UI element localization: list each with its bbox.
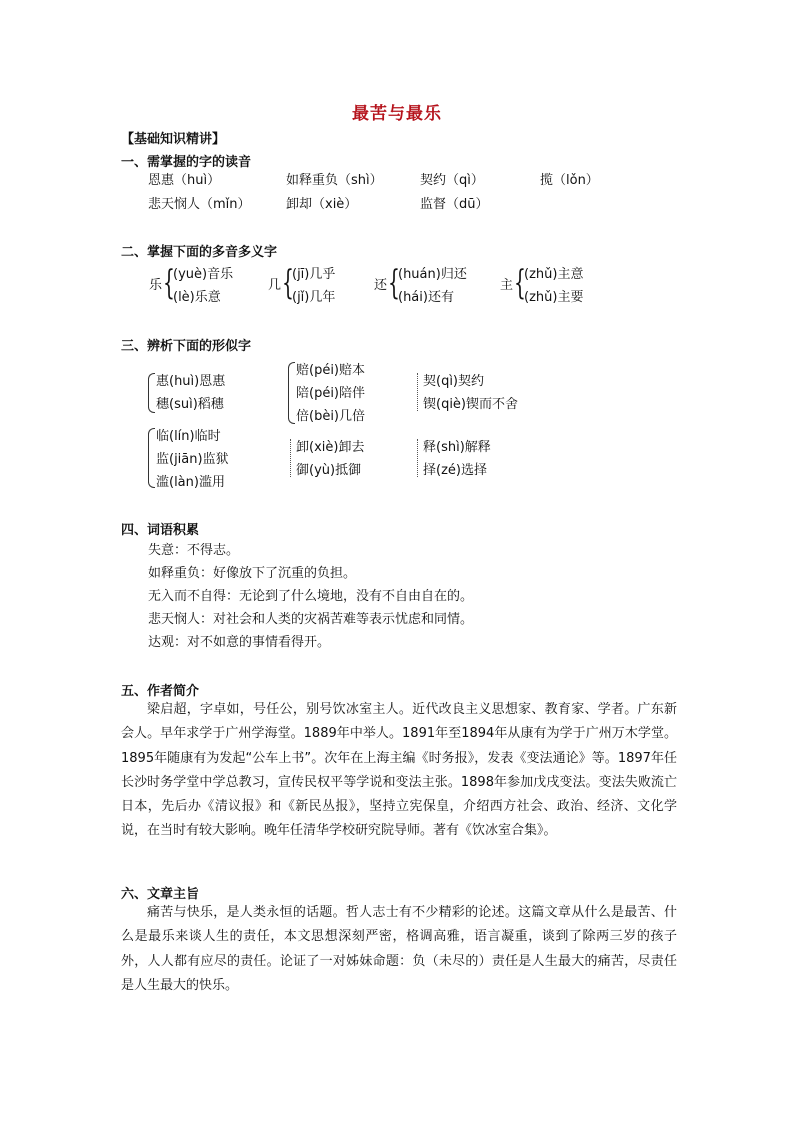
polyphone-char: 乐: [149, 278, 163, 293]
pinyin-item: 揽（lǒn）: [540, 173, 599, 188]
polyphone-reading: (zhǔ)主意: [524, 267, 584, 282]
similar-char: 惠(huì)恩惠: [156, 374, 226, 389]
similar-char: 卸(xiè)卸去: [296, 440, 365, 455]
polyphone-reading: (yuè)音乐: [173, 267, 234, 282]
section-label: 【基础知识精讲】: [121, 132, 226, 147]
pinyin-item: 恩惠（huì）: [148, 173, 221, 188]
pinyin-item: 悲天悯人（mǐn）: [148, 197, 251, 212]
similar-char: 契(qì)契约: [423, 374, 485, 389]
similar-char: 临(lín)临时: [156, 429, 221, 444]
pinyin-item: 如释重负（shì）: [286, 173, 383, 188]
similar-char: 择(zé)选择: [423, 463, 487, 478]
brace-icon: {: [514, 263, 526, 303]
polyphone-reading: (jī)几乎: [292, 267, 336, 282]
polyphone-reading: (jǐ)几年: [292, 290, 336, 305]
similar-char: 滥(làn)滥用: [156, 475, 225, 490]
similar-char: 御(yù)抵御: [296, 463, 362, 478]
similar-char: 赔(péi)赔本: [296, 363, 366, 378]
page-title: 最苦与最乐: [352, 104, 442, 124]
section-6-heading: 六、文章主旨: [121, 887, 200, 902]
bracket-icon: [288, 362, 295, 424]
similar-char: 穗(suì)稻穗: [156, 397, 224, 412]
vocab-line: 达观：对不如意的事情看得开。: [148, 635, 331, 650]
similar-char: 锲(qiè)锲而不舍: [423, 397, 519, 412]
pinyin-item: 监督（dū）: [420, 197, 489, 212]
vocab-line: 如释重负：好像放下了沉重的负担。: [148, 566, 357, 581]
similar-char: 释(shì)解释: [423, 440, 491, 455]
polyphone-char: 几: [268, 278, 282, 293]
brace-icon: {: [388, 263, 400, 303]
polyphone-reading: (hái)还有: [398, 290, 454, 305]
polyphone-char: 主: [500, 278, 514, 293]
bracket-icon: [148, 373, 155, 413]
polyphone-reading: (zhǔ)主要: [524, 290, 584, 305]
section-1-heading: 一、需掌握的字的读音: [121, 155, 252, 170]
pinyin-item: 契约（qì）: [420, 173, 484, 188]
section-2-heading: 二、掌握下面的多音多义字: [121, 245, 278, 260]
similar-char: 监(jiān)监狱: [156, 452, 229, 467]
section-4-heading: 四、词语积累: [121, 523, 200, 538]
section-5-heading: 五、作者简介: [121, 684, 200, 699]
vocab-line: 悲天悯人：对社会和人类的灾祸苦难等表示忧虑和同情。: [148, 612, 474, 627]
bracket-icon: [417, 373, 418, 411]
similar-char: 陪(péi)陪伴: [296, 386, 366, 401]
polyphone-char: 还: [374, 278, 388, 293]
polyphone-reading: (lè)乐意: [173, 290, 221, 305]
section-3-heading: 三、辨析下面的形似字: [121, 339, 252, 354]
similar-char: 倍(bèi)几倍: [296, 409, 366, 424]
bracket-icon: [290, 439, 291, 477]
brace-icon: {: [282, 263, 294, 303]
vocab-line: 失意：不得志。: [148, 543, 240, 558]
author-bio: 梁启超，字卓如，号任公，别号饮冰室主人。近代改良主义思想家、教育家、学者。广东新会人。早年求学于广州学海堂。1889年中举人。1891年至1894年从康有为学于广州万木学堂。1895年随康有为发起“公车上书”。次年在上海主编《时务报》，发表《变法通论》等。1897年任长沙时务学堂中学总教习，宣传民权平等学说和变法主张。1898年参加戊戌变法。变法失败流亡日本，先后办《清议报》和《新民丛报》，坚持立宪保皇，介绍西方社会、政治、经济、文化学说，在当时有较大影响。晚年任清华学校研究院导师。著有《饮冰室合集》。: [121, 702, 677, 839]
vocab-line: 无入而不自得：无论到了什么境地，没有不自由自在的。: [148, 589, 474, 604]
bracket-icon: [148, 428, 155, 488]
main-idea: 痛苦与快乐，是人类永恒的话题。哲人志士有不少精彩的论述。这篇文章从什么是最苦、什么是最乐来谈人生的责任，本文思想深刻严密，格调高雅，语言凝重，谈到了除两三岁的孩子外，人人都有应尽的责任。论证了一对姊妹命题：负（未尽的）责任是人生最大的痛苦，尽责任是人生最大的快乐。: [121, 905, 677, 993]
pinyin-item: 卸却（xiè）: [286, 197, 358, 212]
bracket-icon: [417, 439, 418, 477]
brace-icon: {: [163, 263, 175, 303]
polyphone-reading: (huán)归还: [398, 267, 467, 282]
